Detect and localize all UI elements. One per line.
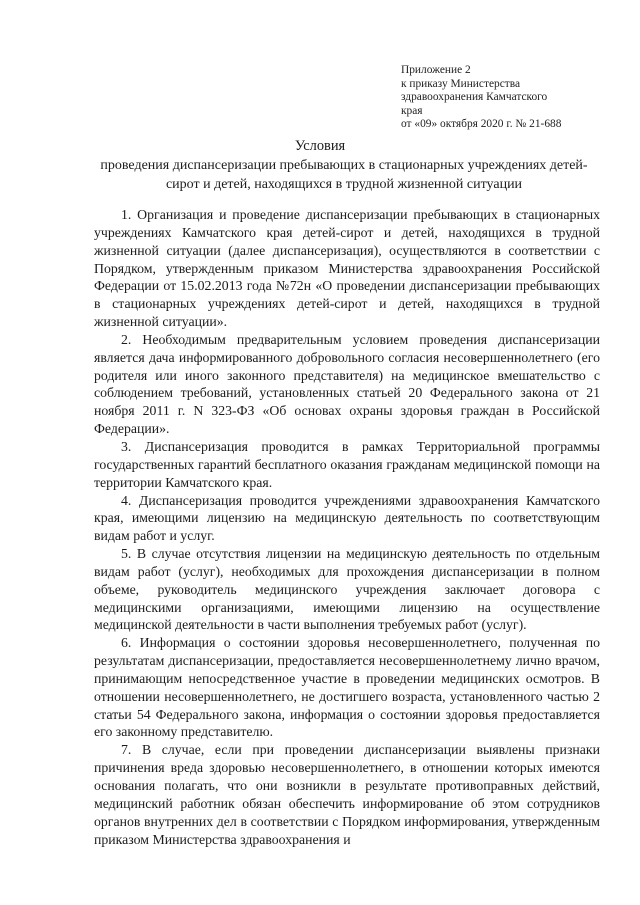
document-subtitle: проведения диспансеризации пребывающих в стационарных учреждениях детей-сирот и детей, находящихся в трудной жизненной ситуации — [100, 158, 588, 192]
paragraph-7: 7. В случае, если при проведении диспансеризации выявлены признаки причинения вреда здоровью несовершеннолетнего, в отношении которых имеются основания полагать, что они возникли в результате противоправных действий, медицинский работник обязан обеспечить информирование об этом сотрудников органов внутренних дел в соответствии с Порядком информирования, утвержденным приказом Министерства здравоохранения и — [94, 742, 600, 847]
document-title: Условия — [294, 138, 346, 154]
paragraph-1: 1. Организация и проведение диспансеризации пребывающих в стационарных учреждениях Камчатского края детей-сирот и детей, находящихся в трудной жизненной ситуации (далее диспансеризация), осуществляются в соответствии с Порядком, утвержденным приказом Министерства здравоохранения Российской Федерации от 15.02.2013 года №72н «О проведении диспансеризации пребывающих в стационарных учреждениях детей-сирот и детей, находящихся в трудной жизненной ситуации». — [94, 207, 600, 330]
appendix-line: к приказу Министерства — [401, 77, 521, 90]
paragraph-2: 2. Необходимым предварительным условием проведения диспансеризации является дача информированного добровольного согласия несовершеннолетнего (его родителя или иного законного представителя) на медицинское вмешательство с соблюдением требований, установленных статьей 20 Федерального закона от 21 ноября 2011 г. N 323-ФЗ «Об основах охраны здоровья граждан в Российской Федерации». — [94, 331, 600, 437]
appendix-line: Приложение 2 — [401, 64, 471, 76]
appendix-line: края — [401, 104, 423, 117]
appendix-header — [401, 64, 631, 132]
paragraph-6: 6. Информация о состоянии здоровья несовершеннолетнего, полученная по результатам диспансеризации, предоставляется несовершеннолетнему лично врачом, принимающим непосредственное участие в проведении медицинских осмотров. В отношении несовершеннолетнего, не достигшего возраста, установленного частью 2 статьи 54 Федерального закона, информация о состоянии здоровья предоставляется его законному представителю. — [94, 635, 600, 740]
appendix-line: здравоохранения Камчатского — [401, 91, 548, 104]
appendix-line: от «09» октября 2020 г. № 21-688 — [401, 118, 562, 131]
paragraph-4: 4. Диспансеризация проводится учреждениями здравоохранения Камчатского края, имеющими лицензию на медицинскую деятельность по соответствующим видам работ и услуг. — [94, 492, 600, 544]
paragraph-5: 5. В случае отсутствия лицензии на медицинскую деятельность по отдельным видам работ (услуг), необходимых для прохождения диспансеризации в полном объеме, руководитель медицинского учреждения заключает договора с медицинскими организациями, имеющими лицензию на осуществление медицинской деятельности в части выполнения требуемых работ (услуг). — [94, 546, 600, 633]
paragraph-3: 3. Диспансеризация проводится в рамках Территориальной программы государственных гарантий бесплатного оказания гражданам медицинской помощи на территории Камчатского края. — [94, 438, 600, 490]
document-body — [94, 206, 600, 848]
